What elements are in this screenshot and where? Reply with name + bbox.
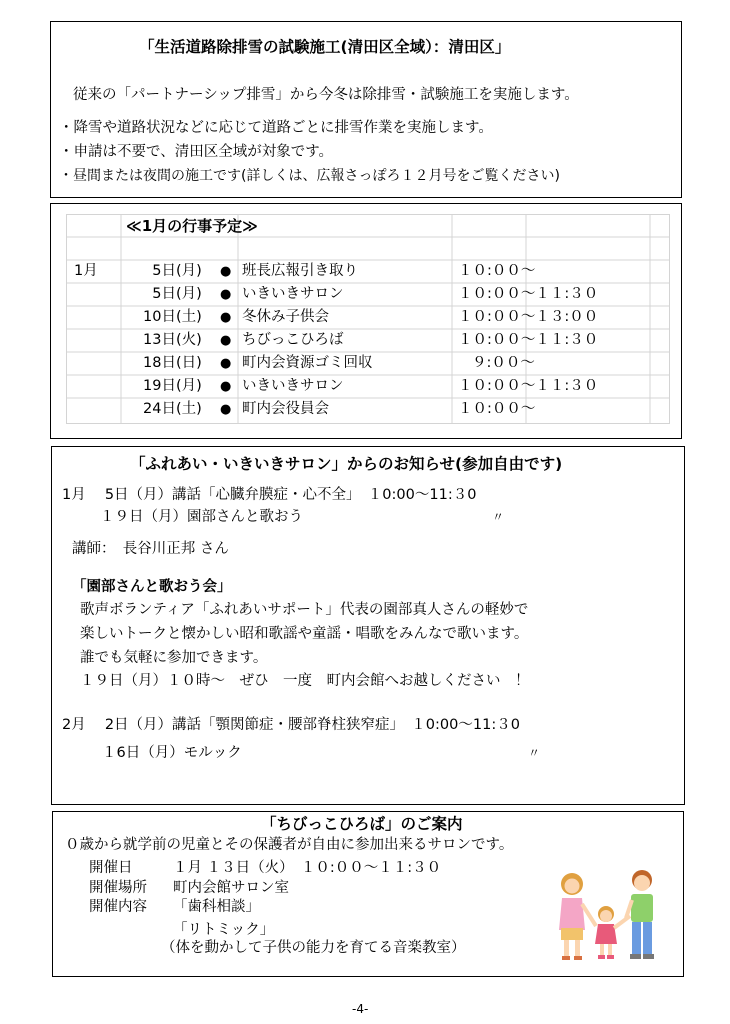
bullet-icon: ● (220, 310, 232, 325)
schedule-row (66, 329, 672, 352)
snow-intro: 従来の「パートナーシップ排雪」から今冬は除排雪・試験施工を実施します。 (73, 87, 579, 103)
salon-feb-line-2: １6日（月）モルック (102, 745, 242, 761)
chibikko-place-label: 開催場所 (89, 880, 147, 896)
page-number: -4- (352, 1002, 369, 1016)
salon-jan-line-2: １９日（月）園部さんと歌おう (100, 509, 303, 525)
chibikko-content-value-2: 「リトミック」 (173, 922, 275, 938)
bullet-icon: ● (220, 264, 232, 279)
schedule-time: １０:００～１３:００ (458, 309, 599, 325)
schedule-event: いきいきサロン (242, 286, 344, 302)
chibikko-content-value-1: 「歯科相談」 (173, 899, 260, 915)
schedule-time: ９:００～ (472, 355, 535, 371)
schedule-title: ≪1月の行事予定≫ (126, 217, 258, 235)
salon-desc-3: 誰でも気軽に参加できます。 (80, 650, 268, 666)
snow-bullet-1: ・降雪や道路状況などに応じて道路ごとに排雪作業を実施します。 (59, 120, 493, 136)
schedule-event: いきいきサロン (242, 378, 344, 394)
salon-desc-4: １９日（月）１０時～ ぜひ 一度 町内会館へお越しください ！ (80, 673, 530, 689)
schedule-row (66, 260, 672, 283)
salon-lecturer: 講師： 長谷川正邦 さん (72, 541, 229, 557)
chibikko-content-label: 開催内容 (89, 899, 147, 915)
schedule-event: ちびっこひろば (242, 332, 344, 348)
chibikko-content-value-3: （体を動かして子供の能力を育てる音楽教室） (161, 940, 466, 956)
salon-title: 「ふれあい・いきいきサロン」からのお知らせ(参加自由です) (130, 455, 563, 473)
schedule-day: 19日 (143, 378, 176, 394)
bullet-icon: ● (220, 356, 232, 371)
salon-feb-line-1: 2月 2日（月）講話「顎関節症・腰部脊柱狭窄症」 １0:00～11:３0 (62, 717, 520, 733)
schedule-day: 5日 (152, 263, 176, 279)
schedule-time: １０:００～ (458, 401, 536, 417)
bullet-icon: ● (220, 402, 232, 417)
snow-title: 「生活道路除排雪の試験施工(清田区全域）：清田区」 (139, 38, 511, 56)
salon-feb-ditto: 〃 (528, 746, 541, 760)
schedule-event: 班長広報引き取り (242, 263, 358, 279)
schedule-day: 18日 (143, 355, 176, 371)
schedule-event: 冬休み子供会 (242, 309, 329, 325)
schedule-day: 10日 (143, 309, 176, 325)
snow-bullet-3: ・昼間または夜間の施工です(詳しくは、広報さっぽろ１２月号をご覧ください) (59, 168, 560, 184)
schedule-dow: (土) (176, 309, 202, 325)
schedule-dow: (月) (176, 378, 202, 394)
chibikko-date-value: １月 １３日（火） １０:００～１１:３０ (173, 860, 442, 876)
salon-desc-2: 楽しいトークと懐かしい昭和歌謡や童謡・唱歌をみんなで歌います。 (80, 626, 529, 642)
schedule-dow: (月) (176, 286, 202, 302)
bullet-icon: ● (220, 287, 232, 302)
schedule-row (66, 352, 672, 375)
chibikko-title: 「ちびっこひろば」のご案内 (261, 815, 463, 833)
chibikko-intro: ０歳から就学前の児童とその保護者が自由に参加出来るサロンです。 (65, 837, 514, 853)
schedule-table (66, 214, 672, 426)
schedule-row (66, 283, 672, 306)
salon-jan-line-1: 1月 5日（月）講話「心臓弁膜症・心不全」 １0:00～11:３0 (62, 487, 477, 503)
schedule-day: 13日 (143, 332, 176, 348)
chibikko-date-label: 開催日 (89, 860, 133, 876)
salon-box (51, 446, 685, 805)
schedule-event: 町内会資源ゴミ回収 (242, 355, 373, 371)
snow-removal-box (50, 21, 682, 198)
schedule-dow: (日) (176, 355, 202, 371)
schedule-dow: (月) (176, 263, 202, 279)
schedule-dow: (土) (176, 401, 202, 417)
bullet-icon: ● (220, 333, 232, 348)
schedule-row (66, 306, 672, 329)
schedule-event: 町内会役員会 (242, 401, 329, 417)
schedule-dow: (火) (176, 332, 202, 348)
family-illustration (552, 868, 667, 963)
schedule-row (66, 398, 672, 421)
bullet-icon: ● (220, 379, 232, 394)
salon-jan-ditto: 〃 (492, 510, 505, 524)
schedule-time: １０:００～１１:３０ (458, 378, 599, 394)
chibikko-place-value: 町内会館サロン室 (173, 880, 289, 896)
schedule-month: 1月 (74, 263, 98, 279)
salon-desc-1: 歌声ボランティア「ふれあいサポート」代表の園部真人さんの軽妙で (80, 602, 529, 618)
schedule-row (66, 375, 672, 398)
schedule-time: １０:００～ (458, 263, 536, 279)
schedule-time: １０:００～１１:３０ (458, 332, 599, 348)
snow-bullet-2: ・申請は不要で、清田区全域が対象です。 (59, 144, 334, 160)
schedule-time: １０:００～１１:３０ (458, 286, 599, 302)
schedule-day: 5日 (152, 286, 176, 302)
schedule-day: 24日 (143, 401, 176, 417)
salon-sub-title: 「園部さんと歌おう会」 (72, 579, 232, 595)
